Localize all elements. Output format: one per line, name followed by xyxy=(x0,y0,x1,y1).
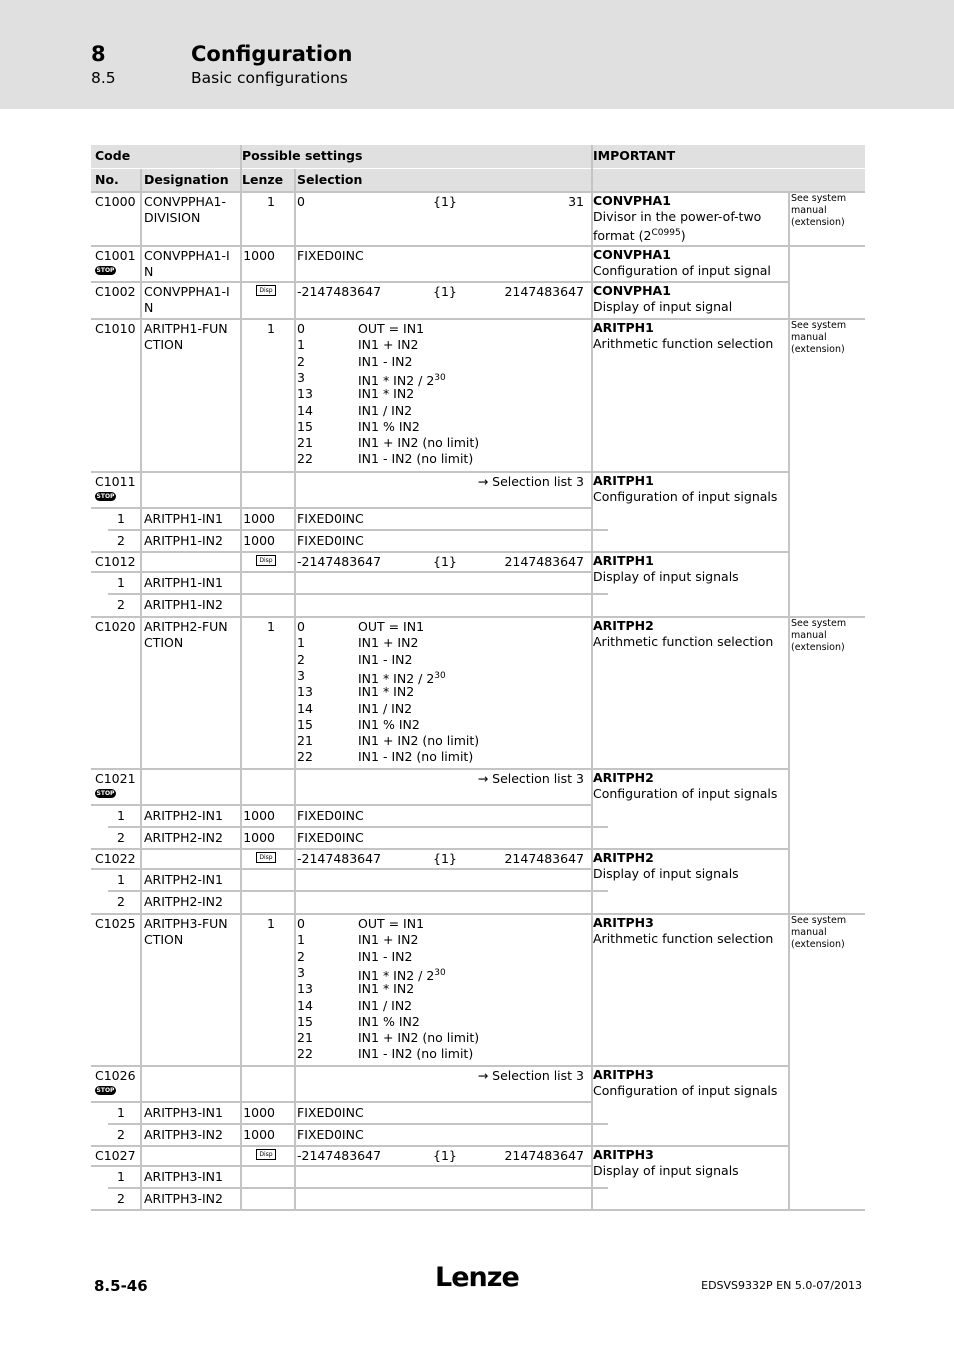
selection-min: -2147483647 xyxy=(297,284,382,299)
important-title: ARITPH3 xyxy=(593,1147,654,1162)
function-code: 14 xyxy=(297,700,313,716)
row-rule xyxy=(91,768,788,770)
important-text: Configuration of input signals xyxy=(593,489,778,504)
code-c1026: C1026 xyxy=(95,1068,136,1083)
column-rule xyxy=(140,768,142,848)
column-rule xyxy=(591,471,593,551)
important-title: ARITPH3 xyxy=(593,915,654,930)
function-code: 21 xyxy=(297,733,313,749)
important-title: ARITPH1 xyxy=(593,320,654,335)
lenze-default: 1 xyxy=(267,916,275,931)
column-rule xyxy=(240,913,242,1065)
function-code: 15 xyxy=(297,1013,313,1029)
lenze-default: 1 xyxy=(267,194,275,209)
selection-min: 0 xyxy=(297,194,305,209)
column-rule xyxy=(294,1145,296,1210)
row-rule xyxy=(91,868,591,870)
lenze-default: 1 xyxy=(267,619,275,634)
sub-selection: FIXED0INC xyxy=(297,830,364,845)
function-code: 3 xyxy=(297,964,305,980)
column-rule xyxy=(788,913,790,1065)
chapter-title: Configuration xyxy=(191,42,353,66)
column-rule xyxy=(788,318,790,471)
function-description: $IN1 * IN2 / 2^{30}$ xyxy=(358,967,446,984)
lenze-logo: Lenze xyxy=(435,1262,519,1293)
column-rule xyxy=(294,848,296,913)
column-rule xyxy=(240,551,242,616)
header-no: No. xyxy=(95,172,119,187)
function-code: 3 xyxy=(297,369,305,385)
row-rule xyxy=(108,826,608,828)
function-code: 2 xyxy=(297,353,305,369)
column-rule xyxy=(591,848,593,913)
column-rule xyxy=(240,191,242,245)
column-rule xyxy=(294,281,296,318)
selection-max: 2147483647 xyxy=(504,1148,584,1163)
function-code: 3 xyxy=(297,667,305,683)
section-number: 8.5 xyxy=(91,69,116,87)
lenze-default: 1000 xyxy=(243,248,275,263)
column-rule xyxy=(294,318,296,471)
column-rule xyxy=(788,245,790,281)
column-rule xyxy=(240,848,242,913)
page-number: 8.5-46 xyxy=(94,1277,148,1295)
sub-lenze-default: 1000 xyxy=(243,533,275,548)
function-description: IN1 % IN2 xyxy=(358,716,420,732)
sub-lenze-default: 1000 xyxy=(243,830,275,845)
important-title: CONVPHA1 xyxy=(593,247,671,262)
function-code: 13 xyxy=(297,386,313,402)
function-description: IN1 + IN2 (no limit) xyxy=(358,733,480,749)
code-c1025: C1025 xyxy=(95,916,136,931)
header-designation: Designation xyxy=(144,172,229,187)
sub-designation: ARITPH3-IN1 xyxy=(144,1169,223,1184)
row-rule xyxy=(108,1123,608,1125)
column-rule xyxy=(140,318,142,471)
column-rule xyxy=(294,913,296,1065)
subcode-number: 2 xyxy=(117,597,125,612)
row-rule xyxy=(108,593,608,595)
sub-designation: ARITPH1-IN2 xyxy=(144,533,223,548)
important-title: ARITPH2 xyxy=(593,850,654,865)
stop-icon: STOP xyxy=(96,1087,115,1094)
row-rule xyxy=(91,507,591,509)
sub-lenze-default: 1000 xyxy=(243,511,275,526)
chapter-number: 8 xyxy=(91,42,106,66)
selection-list-link: → Selection list 3 xyxy=(477,474,584,489)
selection-min: -2147483647 xyxy=(297,554,382,569)
important-title: ARITPH1 xyxy=(593,553,654,568)
function-code: 14 xyxy=(297,402,313,418)
designation: ARITPH1-FUNCTION xyxy=(144,321,228,352)
function-code: 22 xyxy=(297,749,313,765)
document-id: EDSVS9332P EN 5.0-07/2013 xyxy=(701,1279,862,1292)
header-possible-settings: Possible settings xyxy=(242,148,363,163)
stop-icon: STOP xyxy=(96,493,115,500)
row-rule xyxy=(91,318,865,320)
function-description: IN1 - IN2 (no limit) xyxy=(358,749,474,765)
sub-designation: ARITPH3-IN1 xyxy=(144,1105,223,1120)
row-rule xyxy=(91,616,865,618)
selection-list-link: → Selection list 3 xyxy=(477,771,584,786)
column-rule xyxy=(294,616,296,768)
function-code: 15 xyxy=(297,716,313,732)
sub-designation: ARITPH1-IN1 xyxy=(144,511,223,526)
code-c1027: C1027 xyxy=(95,1148,136,1163)
header-important: IMPORTANT xyxy=(593,148,676,163)
sub-designation: ARITPH2-IN2 xyxy=(144,830,223,845)
column-rule xyxy=(140,245,142,281)
selection-list-link: → Selection list 3 xyxy=(477,1068,584,1083)
column-rule xyxy=(294,191,296,245)
column-rule xyxy=(240,245,242,281)
important-text: Arithmetic function selection xyxy=(593,634,774,649)
row-rule xyxy=(91,471,788,473)
column-rule xyxy=(591,145,593,191)
function-code: 1 xyxy=(297,635,305,651)
sub-designation: ARITPH2-IN2 xyxy=(144,894,223,909)
column-rule xyxy=(591,768,593,848)
function-code: 2 xyxy=(297,651,305,667)
important-title: ARITPH3 xyxy=(593,1067,654,1082)
sub-lenze-default: 1000 xyxy=(243,1105,275,1120)
selection-step: {1} xyxy=(433,194,457,209)
selection-max: 2147483647 xyxy=(504,284,584,299)
function-code: 15 xyxy=(297,418,313,434)
row-rule xyxy=(91,1065,788,1067)
column-rule xyxy=(140,169,142,191)
see-system-manual-note: See system manual (extension) xyxy=(791,618,847,653)
selection-max: 2147483647 xyxy=(504,851,584,866)
column-rule xyxy=(140,551,142,616)
sub-designation: ARITPH2-IN1 xyxy=(144,808,223,823)
column-rule xyxy=(140,471,142,551)
subcode-number: 2 xyxy=(117,830,125,845)
selection-value: FIXED0INC xyxy=(297,248,364,263)
column-rule xyxy=(294,245,296,281)
function-description: IN1 * IN2 xyxy=(358,684,415,700)
column-rule xyxy=(140,1065,142,1145)
selection-step: {1} xyxy=(433,284,457,299)
function-code: 14 xyxy=(297,997,313,1013)
important-title: CONVPHA1 xyxy=(593,193,671,208)
code-c1001: C1001 xyxy=(95,248,136,263)
column-rule xyxy=(240,1065,242,1145)
function-code: 2 xyxy=(297,948,305,964)
column-rule xyxy=(240,169,242,191)
important-text: Display of input signals xyxy=(593,866,739,881)
column-rule xyxy=(591,191,593,245)
function-code: 13 xyxy=(297,684,313,700)
stop-icon: STOP xyxy=(96,790,115,797)
function-description: OUT = IN1 xyxy=(358,619,425,634)
function-description: IN1 + IN2 xyxy=(358,337,419,353)
row-rule xyxy=(91,191,865,193)
important-text: Configuration of input signal xyxy=(593,263,771,278)
function-description: IN1 - IN2 xyxy=(358,948,413,964)
code-table xyxy=(91,145,865,1210)
lenze-default: 1 xyxy=(267,321,275,336)
column-rule xyxy=(294,471,296,551)
important-title: ARITPH1 xyxy=(593,473,654,488)
function-description: $IN1 * IN2 / 2^{30}$ xyxy=(358,670,446,687)
stop-icon: STOP xyxy=(96,267,115,274)
subcode-number: 2 xyxy=(117,1127,125,1142)
column-rule xyxy=(788,616,790,768)
column-rule xyxy=(788,191,790,245)
designation: CONVPPHA1-IN xyxy=(144,248,230,279)
selection-min: -2147483647 xyxy=(297,1148,382,1163)
function-code: 0 xyxy=(297,916,305,931)
row-rule xyxy=(108,529,608,531)
sub-designation: ARITPH1-IN1 xyxy=(144,575,223,590)
code-c1021: C1021 xyxy=(95,771,136,786)
subcode-number: 1 xyxy=(117,575,125,590)
function-description: IN1 - IN2 xyxy=(358,353,413,369)
important-text: Configuration of input signals xyxy=(593,786,778,801)
row-rule xyxy=(91,551,788,553)
designation: CONVPPHA1-DIVISION xyxy=(144,194,226,225)
function-code: 22 xyxy=(297,451,313,467)
column-rule xyxy=(788,848,790,913)
column-rule xyxy=(140,848,142,913)
important-title: ARITPH2 xyxy=(593,770,654,785)
subcode-number: 2 xyxy=(117,894,125,909)
column-rule xyxy=(240,281,242,318)
designation: CONVPPHA1-IN xyxy=(144,284,230,315)
function-description: IN1 + IN2 xyxy=(358,932,419,948)
column-rule xyxy=(140,913,142,1065)
function-description: IN1 * IN2 xyxy=(358,386,415,402)
subcode-number: 1 xyxy=(117,808,125,823)
function-description: OUT = IN1 xyxy=(358,321,425,336)
function-description: IN1 - IN2 (no limit) xyxy=(358,1046,474,1062)
column-rule xyxy=(788,768,790,848)
column-rule xyxy=(294,768,296,848)
sub-designation: ARITPH2-IN1 xyxy=(144,872,223,887)
column-rule xyxy=(240,471,242,551)
important-header-cell xyxy=(593,169,865,191)
sub-selection: FIXED0INC xyxy=(297,1105,364,1120)
function-description: IN1 * IN2 xyxy=(358,981,415,997)
function-description: IN1 / IN2 xyxy=(358,997,413,1013)
selection-step: {1} xyxy=(433,1148,457,1163)
row-rule xyxy=(91,1209,865,1211)
row-rule xyxy=(91,1165,591,1167)
sub-selection: FIXED0INC xyxy=(297,511,364,526)
code-c1022: C1022 xyxy=(95,851,136,866)
column-rule xyxy=(294,1065,296,1145)
function-description: IN1 + IN2 (no limit) xyxy=(358,1030,480,1046)
disp-icon: Disp xyxy=(256,285,276,296)
sub-lenze-default: 1000 xyxy=(243,1127,275,1142)
function-code: 21 xyxy=(297,1030,313,1046)
code-c1000: C1000 xyxy=(95,194,136,209)
selection-step: {1} xyxy=(433,851,457,866)
function-code: 0 xyxy=(297,619,305,634)
designation: ARITPH3-FUNCTION xyxy=(144,916,228,947)
function-description: $IN1 * IN2 / 2^{30}$ xyxy=(358,372,446,389)
subcode-number: 1 xyxy=(117,872,125,887)
designation: ARITPH2-FUNCTION xyxy=(144,619,228,650)
sub-designation: ARITPH3-IN2 xyxy=(144,1191,223,1206)
row-rule xyxy=(91,281,788,283)
subcode-number: 2 xyxy=(117,1191,125,1206)
function-description: IN1 / IN2 xyxy=(358,402,413,418)
column-rule xyxy=(591,1145,593,1210)
column-rule xyxy=(591,245,593,281)
column-rule xyxy=(240,616,242,768)
row-rule xyxy=(91,1101,591,1103)
function-description: IN1 + IN2 xyxy=(358,635,419,651)
important-title: ARITPH2 xyxy=(593,618,654,633)
see-system-manual-note: See system manual (extension) xyxy=(791,320,847,355)
code-c1020: C1020 xyxy=(95,619,136,634)
important-text: Arithmetic function selection xyxy=(593,931,774,946)
page-header xyxy=(0,0,954,109)
section-title: Basic configurations xyxy=(191,69,348,87)
important-text: Display of input signals xyxy=(593,569,739,584)
function-code: 22 xyxy=(297,1046,313,1062)
column-rule xyxy=(591,616,593,768)
code-c1012: C1012 xyxy=(95,554,136,569)
table-header-row xyxy=(91,145,865,168)
selection-step: {1} xyxy=(433,554,457,569)
column-rule xyxy=(240,1145,242,1210)
function-code: 0 xyxy=(297,321,305,336)
sub-designation: ARITPH1-IN2 xyxy=(144,597,223,612)
column-rule xyxy=(294,551,296,616)
important-text: Arithmetic function selection xyxy=(593,336,774,351)
selection-min: -2147483647 xyxy=(297,851,382,866)
function-code: 1 xyxy=(297,932,305,948)
code-c1011: C1011 xyxy=(95,474,136,489)
column-rule xyxy=(591,1065,593,1145)
function-description: IN1 - IN2 (no limit) xyxy=(358,451,474,467)
column-rule xyxy=(788,471,790,551)
column-rule xyxy=(591,281,593,318)
row-rule xyxy=(91,571,591,573)
header-lenze: Lenze xyxy=(242,172,284,187)
see-system-manual-note: See system manual (extension) xyxy=(791,915,847,950)
function-description: IN1 % IN2 xyxy=(358,1013,420,1029)
column-rule xyxy=(788,551,790,616)
sub-selection: FIXED0INC xyxy=(297,533,364,548)
selection-max: 31 xyxy=(568,194,584,209)
function-description: OUT = IN1 xyxy=(358,916,425,931)
column-rule xyxy=(240,318,242,471)
row-rule xyxy=(91,1145,788,1147)
selection-max: 2147483647 xyxy=(504,554,584,569)
code-c1002: C1002 xyxy=(95,284,136,299)
column-rule xyxy=(140,616,142,768)
function-description: IN1 - IN2 xyxy=(358,651,413,667)
header-selection: Selection xyxy=(297,172,363,187)
important-title: CONVPHA1 xyxy=(593,283,671,298)
sub-designation: ARITPH3-IN2 xyxy=(144,1127,223,1142)
column-rule xyxy=(240,768,242,848)
sub-selection: FIXED0INC xyxy=(297,808,364,823)
column-rule xyxy=(140,191,142,245)
disp-icon: Disp xyxy=(256,852,276,863)
header-code: Code xyxy=(95,148,131,163)
disp-icon: Disp xyxy=(256,1149,276,1160)
row-rule xyxy=(91,913,865,915)
row-rule xyxy=(108,1187,608,1189)
function-description: IN1 % IN2 xyxy=(358,418,420,434)
column-rule xyxy=(591,318,593,471)
row-rule xyxy=(91,245,865,247)
important-text: Configuration of input signals xyxy=(593,1083,778,1098)
disp-icon: Disp xyxy=(256,555,276,566)
sub-lenze-default: 1000 xyxy=(243,808,275,823)
column-rule xyxy=(591,551,593,616)
important-text: Display of input signal xyxy=(593,299,733,314)
row-rule xyxy=(91,804,591,806)
function-description: IN1 + IN2 (no limit) xyxy=(358,435,480,451)
function-code: 13 xyxy=(297,981,313,997)
sub-selection: FIXED0INC xyxy=(297,1127,364,1142)
subcode-number: 1 xyxy=(117,511,125,526)
column-rule xyxy=(294,169,296,191)
see-system-manual-note: See system manual (extension) xyxy=(791,193,847,228)
row-rule xyxy=(108,890,608,892)
important-text: Display of input signals xyxy=(593,1163,739,1178)
important-text: Divisor in the power-of-two format $(2^{C0995})$ xyxy=(593,209,762,244)
function-code: 21 xyxy=(297,435,313,451)
column-rule xyxy=(788,1065,790,1145)
function-code: 1 xyxy=(297,337,305,353)
subcode-number: 1 xyxy=(117,1105,125,1120)
function-description: IN1 / IN2 xyxy=(358,700,413,716)
column-rule xyxy=(788,1145,790,1210)
subcode-number: 1 xyxy=(117,1169,125,1184)
subcode-number: 2 xyxy=(117,533,125,548)
code-c1010: C1010 xyxy=(95,321,136,336)
column-rule xyxy=(591,913,593,1065)
column-rule xyxy=(140,1145,142,1210)
column-rule xyxy=(140,281,142,318)
row-rule xyxy=(91,848,788,850)
column-rule xyxy=(788,281,790,318)
